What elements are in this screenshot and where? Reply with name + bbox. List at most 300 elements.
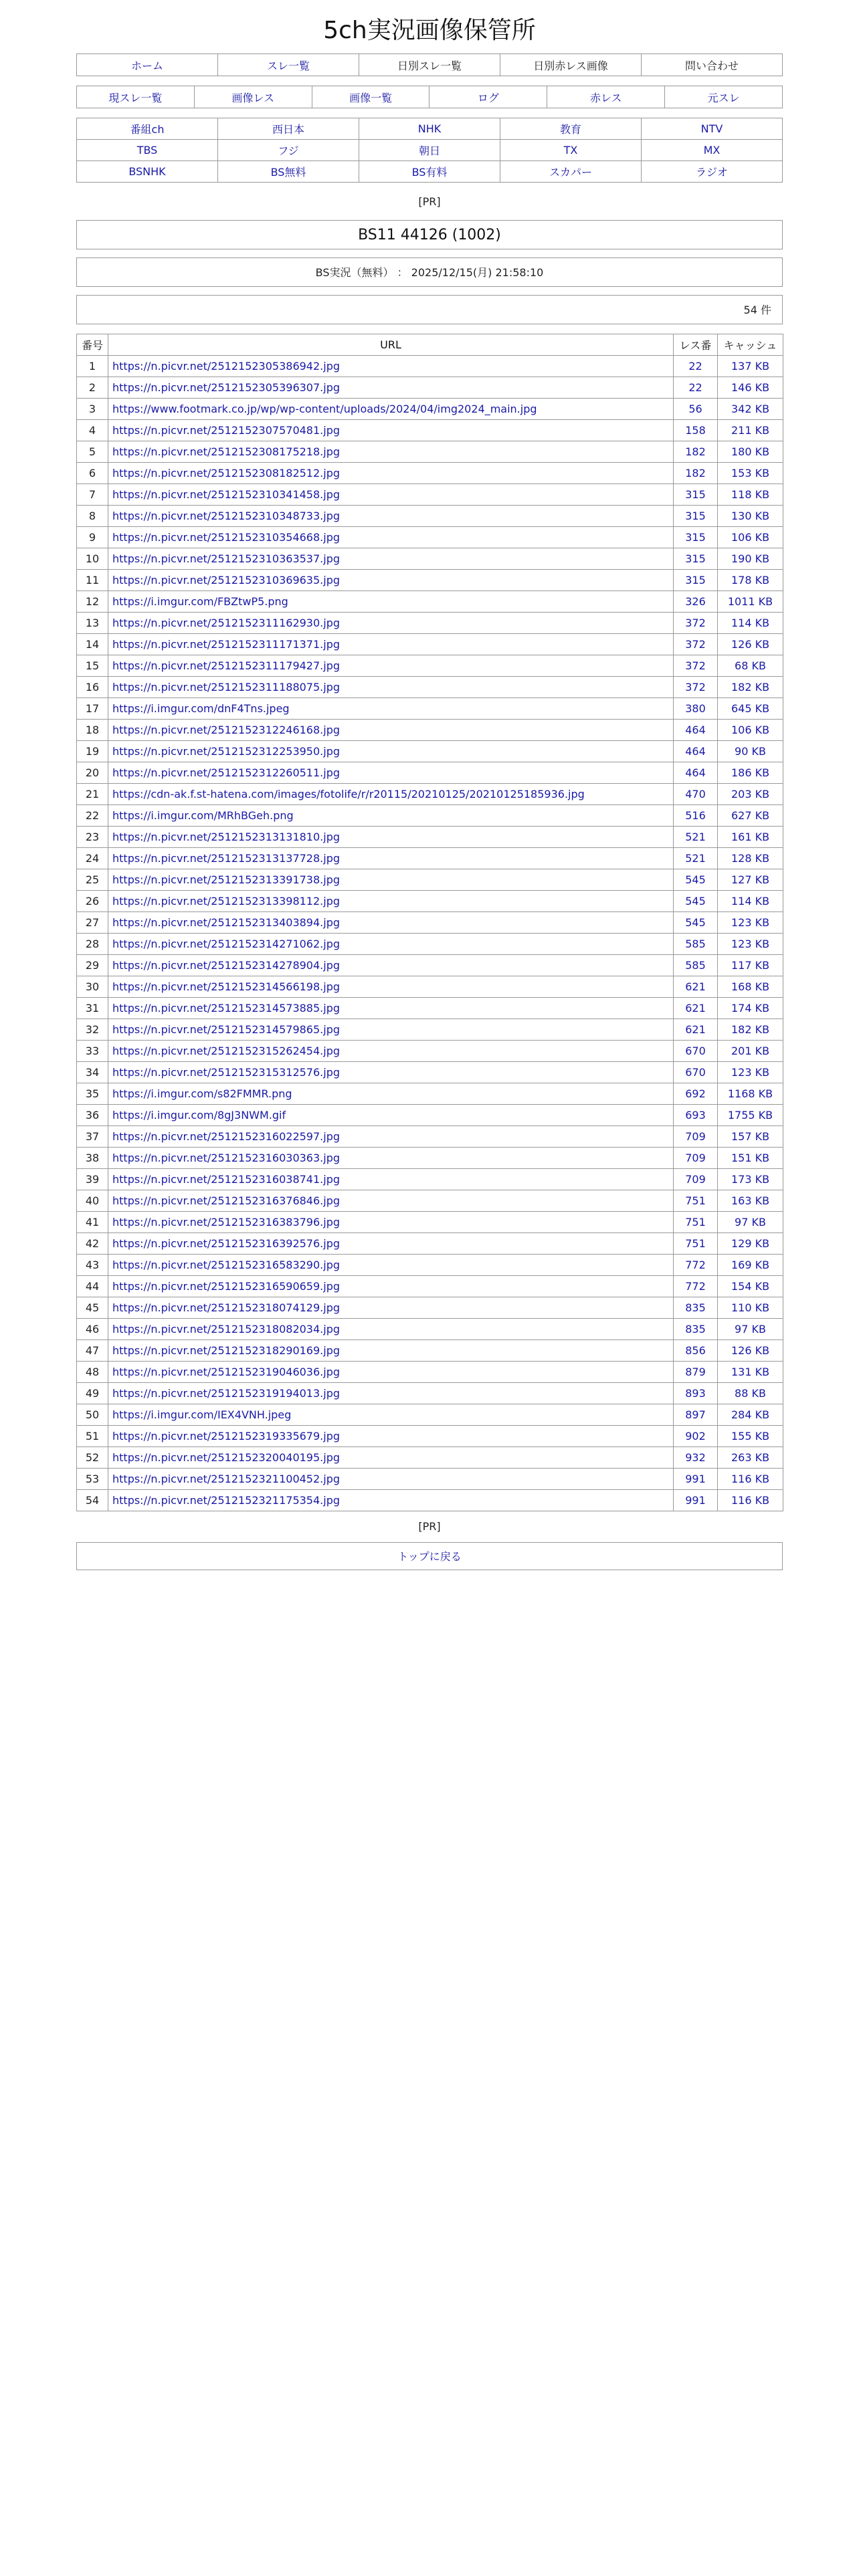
channel-link[interactable]: TX — [500, 140, 642, 161]
res-number-link[interactable]: 372 — [685, 681, 706, 693]
row-url-cell — [108, 912, 674, 934]
channel-link[interactable]: NHK — [359, 118, 500, 140]
row-url-cell — [108, 1383, 674, 1404]
image-url-link[interactable]: https://n.picvr.net/2512152311171371.jpg — [112, 638, 341, 651]
channel-link[interactable]: BS有料 — [359, 161, 500, 183]
image-url-link[interactable]: https://n.picvr.net/2512152312260511.jpg — [112, 766, 341, 779]
cache-size-link[interactable]: 168 KB — [731, 980, 770, 993]
res-number-link[interactable]: 670 — [685, 1066, 706, 1079]
row-number: 33 — [77, 1041, 108, 1062]
cache-size-link[interactable]: 126 KB — [731, 1344, 770, 1357]
row-number: 25 — [77, 869, 108, 891]
row-res-cell — [674, 741, 718, 762]
pr-label-top[interactable]: [PR] — [418, 195, 441, 208]
cache-size-link[interactable]: 130 KB — [731, 510, 770, 522]
image-url-link[interactable]: https://n.picvr.net/2512152313398112.jpg — [112, 895, 341, 907]
image-url-link[interactable]: https://n.picvr.net/2512152314278904.jpg — [112, 959, 341, 972]
cache-size-link[interactable]: 106 KB — [731, 724, 770, 736]
row-cache-cell — [718, 762, 783, 784]
res-number-link[interactable]: 621 — [685, 1002, 706, 1014]
cache-size-link[interactable]: 182 KB — [731, 681, 770, 693]
back-to-top-link[interactable]: トップに戻る — [397, 1550, 462, 1563]
row-number: 30 — [77, 976, 108, 998]
row-url-cell — [108, 655, 674, 677]
row-url-cell — [108, 1148, 674, 1169]
channel-link[interactable]: 朝日 — [359, 140, 500, 161]
image-url-link[interactable]: https://n.picvr.net/2512152313403894.jpg — [112, 916, 341, 929]
table-row — [77, 720, 783, 741]
image-url-link[interactable]: https://n.picvr.net/2512152319046036.jpg — [112, 1366, 341, 1378]
res-number-link[interactable]: 182 — [685, 445, 706, 458]
cache-size-link[interactable]: 116 KB — [731, 1494, 770, 1507]
image-url-link[interactable]: https://n.picvr.net/2512152316392576.jpg — [112, 1237, 341, 1250]
table-row — [77, 1276, 783, 1297]
res-number-link[interactable]: 372 — [685, 617, 706, 629]
table-row — [77, 1148, 783, 1169]
table-row — [77, 1233, 783, 1255]
cache-size-link[interactable]: 173 KB — [731, 1173, 770, 1186]
image-url-link[interactable]: https://n.picvr.net/2512152311188075.jpg — [112, 681, 341, 693]
res-number-link[interactable]: 897 — [685, 1408, 706, 1421]
image-url-link[interactable]: https://n.picvr.net/2512152311162930.jpg — [112, 617, 341, 629]
res-number-link[interactable]: 521 — [685, 852, 706, 865]
row-res-cell — [674, 1041, 718, 1062]
table-row — [77, 420, 783, 441]
row-cache-cell — [718, 741, 783, 762]
cache-size-link[interactable]: 118 KB — [731, 488, 770, 501]
res-number-link[interactable]: 709 — [685, 1152, 706, 1164]
row-number: 4 — [77, 420, 108, 441]
row-url-cell — [108, 634, 674, 655]
row-url-cell — [108, 1490, 674, 1511]
image-url-link[interactable]: https://n.picvr.net/2512152305396307.jpg — [112, 381, 341, 394]
main-nav-item[interactable]: 問い合わせ — [642, 54, 783, 76]
res-number-link[interactable]: 315 — [685, 531, 706, 544]
row-res-cell — [674, 805, 718, 827]
row-res-cell — [674, 827, 718, 848]
image-url-link[interactable]: https://i.imgur.com/8gJ3NWM.gif — [112, 1109, 286, 1121]
row-cache-cell — [718, 527, 783, 548]
channel-link[interactable]: フジ — [218, 140, 359, 161]
thread-nav-item[interactable]: 赤レス — [547, 86, 665, 108]
row-number: 36 — [77, 1105, 108, 1126]
row-url-cell — [108, 1404, 674, 1426]
thread-nav-item[interactable]: 画像一覧 — [312, 86, 430, 108]
image-url-link[interactable]: https://n.picvr.net/2512152308182512.jpg — [112, 467, 341, 479]
table-row — [77, 784, 783, 805]
res-number-link[interactable]: 326 — [685, 595, 706, 608]
row-res-cell — [674, 1233, 718, 1255]
res-number-link[interactable]: 372 — [685, 659, 706, 672]
main-nav-item[interactable]: ホーム — [77, 54, 218, 76]
cache-size-link[interactable]: 627 KB — [731, 809, 770, 822]
image-url-link[interactable]: https://n.picvr.net/2512152316590659.jpg — [112, 1280, 341, 1293]
channel-link[interactable]: BSNHK — [77, 161, 218, 183]
res-number-link[interactable]: 751 — [685, 1237, 706, 1250]
image-url-link[interactable]: https://i.imgur.com/s82FMMR.png — [112, 1087, 292, 1100]
row-url-cell — [108, 1469, 674, 1490]
image-url-link[interactable]: https://n.picvr.net/2512152312253950.jpg — [112, 745, 341, 758]
res-number-link[interactable]: 158 — [685, 424, 706, 437]
image-url-link[interactable]: https://cdn-ak.f.st-hatena.com/images/fotolife/r/r20115/20210125/20210125185936.jpg — [112, 788, 585, 800]
row-res-cell — [674, 1019, 718, 1041]
row-url-cell — [108, 1255, 674, 1276]
res-number-link[interactable]: 991 — [685, 1473, 706, 1485]
row-number: 9 — [77, 527, 108, 548]
image-url-link[interactable]: https://n.picvr.net/2512152316383796.jpg — [112, 1216, 341, 1228]
row-cache-cell — [718, 570, 783, 591]
res-number-link[interactable]: 751 — [685, 1216, 706, 1228]
cache-size-link[interactable]: 146 KB — [731, 381, 770, 394]
row-number: 7 — [77, 484, 108, 506]
image-url-link[interactable]: https://n.picvr.net/2512152318074129.jpg — [112, 1301, 341, 1314]
image-url-link[interactable]: https://n.picvr.net/2512152313131810.jpg — [112, 831, 341, 843]
row-url-cell — [108, 869, 674, 891]
row-url-cell — [108, 955, 674, 976]
row-res-cell — [674, 1126, 718, 1148]
row-cache-cell — [718, 1212, 783, 1233]
row-url-cell — [108, 1362, 674, 1383]
res-number-link[interactable]: 772 — [685, 1259, 706, 1271]
cache-size-link[interactable]: 182 KB — [731, 1023, 770, 1036]
row-cache-cell — [718, 1340, 783, 1362]
image-url-link[interactable]: https://n.picvr.net/2512152318290169.jpg — [112, 1344, 341, 1357]
res-number-link[interactable]: 545 — [685, 916, 706, 929]
row-number: 27 — [77, 912, 108, 934]
res-number-link[interactable]: 835 — [685, 1323, 706, 1335]
res-number-link[interactable]: 893 — [685, 1387, 706, 1400]
row-number: 31 — [77, 998, 108, 1019]
res-number-link[interactable]: 545 — [685, 895, 706, 907]
image-url-link[interactable]: https://i.imgur.com/MRhBGeh.png — [112, 809, 294, 822]
res-number-link[interactable]: 182 — [685, 467, 706, 479]
image-url-link[interactable]: https://n.picvr.net/2512152319335679.jpg — [112, 1430, 341, 1442]
channel-link[interactable]: BS無料 — [218, 161, 359, 183]
thread-nav-item[interactable]: 現スレ一覧 — [77, 86, 195, 108]
res-number-link[interactable]: 670 — [685, 1045, 706, 1057]
cache-size-link[interactable]: 129 KB — [731, 1237, 770, 1250]
table-row — [77, 762, 783, 784]
cache-size-link[interactable]: 153 KB — [731, 467, 770, 479]
row-cache-cell — [718, 869, 783, 891]
main-nav-item[interactable]: スレ一覧 — [218, 54, 359, 76]
image-url-link[interactable]: https://n.picvr.net/2512152310354668.jpg — [112, 531, 341, 544]
row-cache-cell — [718, 1019, 783, 1041]
res-number-link[interactable]: 902 — [685, 1430, 706, 1442]
row-number: 5 — [77, 441, 108, 463]
image-url-link[interactable]: https://n.picvr.net/2512152316376846.jpg — [112, 1194, 341, 1207]
image-url-link[interactable]: https://n.picvr.net/2512152320040195.jpg — [112, 1451, 341, 1464]
image-url-link[interactable]: https://n.picvr.net/2512152316038741.jpg — [112, 1173, 341, 1186]
image-url-link[interactable]: https://n.picvr.net/2512152316583290.jpg — [112, 1259, 341, 1271]
row-url-cell — [108, 848, 674, 869]
channel-link[interactable]: 西日本 — [218, 118, 359, 140]
image-url-link[interactable]: https://n.picvr.net/2512152313391738.jpg — [112, 873, 341, 886]
row-res-cell — [674, 634, 718, 655]
row-res-cell — [674, 548, 718, 570]
res-number-link[interactable]: 709 — [685, 1173, 706, 1186]
res-number-link[interactable]: 22 — [688, 360, 702, 372]
row-number: 42 — [77, 1233, 108, 1255]
res-number-link[interactable]: 585 — [685, 959, 706, 972]
image-count: 54 件 — [76, 295, 783, 324]
res-number-link[interactable]: 856 — [685, 1344, 706, 1357]
row-res-cell — [674, 591, 718, 613]
thread-nav-item[interactable]: 画像レス — [194, 86, 312, 108]
main-nav-item[interactable]: 日別スレ一覧 — [359, 54, 500, 76]
image-url-link[interactable]: https://n.picvr.net/2512152314271062.jpg — [112, 938, 341, 950]
image-url-link[interactable]: https://n.picvr.net/2512152315312576.jpg — [112, 1066, 341, 1079]
image-url-link[interactable]: https://n.picvr.net/2512152310369635.jpg — [112, 574, 341, 586]
row-number: 37 — [77, 1126, 108, 1148]
res-number-link[interactable]: 516 — [685, 809, 706, 822]
cache-size-link[interactable]: 114 KB — [731, 895, 770, 907]
res-number-link[interactable]: 585 — [685, 938, 706, 950]
res-number-link[interactable]: 372 — [685, 638, 706, 651]
cache-size-link[interactable]: 1755 KB — [727, 1109, 773, 1121]
image-url-link[interactable]: https://n.picvr.net/2512152314579865.jpg — [112, 1023, 341, 1036]
cache-size-link[interactable]: 263 KB — [731, 1451, 770, 1464]
row-url-cell — [108, 1190, 674, 1212]
image-url-link[interactable]: https://n.picvr.net/2512152315262454.jpg — [112, 1045, 341, 1057]
cache-size-link[interactable]: 123 KB — [731, 916, 770, 929]
row-number: 26 — [77, 891, 108, 912]
row-res-cell — [674, 420, 718, 441]
row-cache-cell — [718, 955, 783, 976]
row-cache-cell — [718, 1490, 783, 1511]
cache-size-link[interactable]: 169 KB — [731, 1259, 770, 1271]
row-url-cell — [108, 484, 674, 506]
res-number-link[interactable]: 470 — [685, 788, 706, 800]
cache-size-link[interactable]: 114 KB — [731, 617, 770, 629]
channel-link[interactable]: 教育 — [500, 118, 642, 140]
image-url-link[interactable]: https://i.imgur.com/dnF4Tns.jpeg — [112, 702, 290, 715]
row-number: 20 — [77, 762, 108, 784]
row-number: 11 — [77, 570, 108, 591]
image-url-link[interactable]: https://n.picvr.net/2512152311179427.jpg — [112, 659, 341, 672]
row-res-cell — [674, 1148, 718, 1169]
cache-size-link[interactable]: 645 KB — [731, 702, 770, 715]
row-number: 24 — [77, 848, 108, 869]
image-url-link[interactable]: https://n.picvr.net/2512152314573885.jpg — [112, 1002, 341, 1014]
cache-size-link[interactable]: 1011 KB — [727, 595, 773, 608]
res-number-link[interactable]: 879 — [685, 1366, 706, 1378]
res-number-link[interactable]: 751 — [685, 1194, 706, 1207]
table-row — [77, 1041, 783, 1062]
res-number-link[interactable]: 521 — [685, 831, 706, 843]
main-nav-item[interactable]: 日別赤レス画像 — [500, 54, 642, 76]
channel-link[interactable]: TBS — [77, 140, 218, 161]
cache-size-link[interactable]: 190 KB — [731, 552, 770, 565]
cache-size-link[interactable]: 180 KB — [731, 445, 770, 458]
row-number: 53 — [77, 1469, 108, 1490]
res-number-link[interactable]: 380 — [685, 702, 706, 715]
cache-size-link[interactable]: 123 KB — [731, 938, 770, 950]
row-res-cell — [674, 1383, 718, 1404]
cache-size-link[interactable]: 1168 KB — [727, 1087, 773, 1100]
res-number-link[interactable]: 692 — [685, 1087, 706, 1100]
cache-size-link[interactable]: 131 KB — [731, 1366, 770, 1378]
row-url-cell — [108, 420, 674, 441]
table-row — [77, 912, 783, 934]
res-number-link[interactable]: 464 — [685, 724, 706, 736]
image-url-link[interactable]: https://n.picvr.net/2512152307570481.jpg — [112, 424, 341, 437]
cache-size-link[interactable]: 178 KB — [731, 574, 770, 586]
row-cache-cell — [718, 1126, 783, 1148]
table-row — [77, 998, 783, 1019]
row-res-cell — [674, 1362, 718, 1383]
cache-size-link[interactable]: 123 KB — [731, 1066, 770, 1079]
row-number: 2 — [77, 377, 108, 399]
page-container — [76, 0, 783, 1570]
cache-size-link[interactable]: 137 KB — [731, 360, 770, 372]
res-number-link[interactable]: 545 — [685, 873, 706, 886]
table-row — [77, 1426, 783, 1447]
image-url-link[interactable]: https://n.picvr.net/2512152305386942.jpg — [112, 360, 341, 372]
res-number-link[interactable]: 991 — [685, 1494, 706, 1507]
row-cache-cell — [718, 677, 783, 698]
image-url-link[interactable]: https://n.picvr.net/2512152316022597.jpg — [112, 1130, 341, 1143]
table-row — [77, 1212, 783, 1233]
table-row — [77, 356, 783, 377]
table-row — [77, 613, 783, 634]
row-res-cell — [674, 848, 718, 869]
cache-size-link[interactable]: 203 KB — [731, 788, 770, 800]
row-res-cell — [674, 377, 718, 399]
image-url-link[interactable]: https://i.imgur.com/FBZtwP5.png — [112, 595, 288, 608]
res-number-link[interactable]: 772 — [685, 1280, 706, 1293]
cache-size-link[interactable]: 151 KB — [731, 1152, 770, 1164]
res-number-link[interactable]: 464 — [685, 766, 706, 779]
row-url-cell — [108, 698, 674, 720]
image-url-link[interactable]: https://n.picvr.net/2512152310341458.jpg — [112, 488, 341, 501]
res-number-link[interactable]: 22 — [688, 381, 702, 394]
row-res-cell — [674, 527, 718, 548]
cache-size-link[interactable]: 128 KB — [731, 852, 770, 865]
cache-size-link[interactable]: 155 KB — [731, 1430, 770, 1442]
channel-link[interactable]: MX — [642, 140, 783, 161]
row-number: 41 — [77, 1212, 108, 1233]
cache-size-link[interactable]: 88 KB — [735, 1387, 766, 1400]
row-cache-cell — [718, 848, 783, 869]
cache-size-link[interactable]: 154 KB — [731, 1280, 770, 1293]
channel-nav — [76, 118, 783, 183]
cache-size-link[interactable]: 157 KB — [731, 1130, 770, 1143]
image-url-link[interactable]: https://n.picvr.net/2512152312246168.jpg — [112, 724, 341, 736]
cache-size-link[interactable]: 163 KB — [731, 1194, 770, 1207]
row-number: 18 — [77, 720, 108, 741]
res-number-link[interactable]: 621 — [685, 980, 706, 993]
res-number-link[interactable]: 56 — [688, 403, 702, 415]
cache-size-link[interactable]: 342 KB — [731, 403, 770, 415]
cache-size-link[interactable]: 126 KB — [731, 638, 770, 651]
thread-nav-item[interactable]: 元スレ — [665, 86, 783, 108]
image-url-link[interactable]: https://www.footmark.co.jp/wp/wp-content/uploads/2024/04/img2024_main.jpg — [112, 403, 537, 415]
row-res-cell — [674, 1169, 718, 1190]
image-url-link[interactable]: https://n.picvr.net/2512152319194013.jpg — [112, 1387, 341, 1400]
row-url-cell — [108, 827, 674, 848]
row-url-cell — [108, 1447, 674, 1469]
row-number: 16 — [77, 677, 108, 698]
row-number: 44 — [77, 1276, 108, 1297]
cache-size-link[interactable]: 97 KB — [735, 1216, 766, 1228]
image-url-link[interactable]: https://n.picvr.net/2512152316030363.jpg — [112, 1152, 341, 1164]
res-number-link[interactable]: 709 — [685, 1130, 706, 1143]
res-number-link[interactable]: 315 — [685, 488, 706, 501]
row-cache-cell — [718, 506, 783, 527]
cache-size-link[interactable]: 186 KB — [731, 766, 770, 779]
cache-size-link[interactable]: 68 KB — [735, 659, 766, 672]
cache-size-link[interactable]: 97 KB — [735, 1323, 766, 1335]
row-cache-cell — [718, 356, 783, 377]
row-number: 23 — [77, 827, 108, 848]
cache-size-link[interactable]: 127 KB — [731, 873, 770, 886]
image-url-link[interactable]: https://n.picvr.net/2512152308175218.jpg — [112, 445, 341, 458]
cache-size-link[interactable]: 116 KB — [731, 1473, 770, 1485]
row-url-cell — [108, 1319, 674, 1340]
cache-size-link[interactable]: 90 KB — [735, 745, 766, 758]
res-number-link[interactable]: 315 — [685, 552, 706, 565]
back-to-top-box — [76, 1542, 783, 1570]
res-number-link[interactable]: 315 — [685, 574, 706, 586]
pr-label-bottom[interactable]: [PR] — [418, 1520, 441, 1533]
res-number-link[interactable]: 464 — [685, 745, 706, 758]
row-cache-cell — [718, 720, 783, 741]
cache-size-link[interactable]: 174 KB — [731, 1002, 770, 1014]
row-res-cell — [674, 506, 718, 527]
cache-size-link[interactable]: 117 KB — [731, 959, 770, 972]
cache-size-link[interactable]: 201 KB — [731, 1045, 770, 1057]
row-cache-cell — [718, 591, 783, 613]
cache-size-link[interactable]: 161 KB — [731, 831, 770, 843]
row-cache-cell — [718, 1041, 783, 1062]
channel-link[interactable]: 番組ch — [77, 118, 218, 140]
image-url-link[interactable]: https://n.picvr.net/2512152314566198.jpg — [112, 980, 341, 993]
cache-size-link[interactable]: 110 KB — [731, 1301, 770, 1314]
row-res-cell — [674, 1319, 718, 1340]
cache-size-link[interactable]: 284 KB — [731, 1408, 770, 1421]
image-url-link[interactable]: https://i.imgur.com/IEX4VNH.jpeg — [112, 1408, 292, 1421]
thread-nav-item[interactable]: ログ — [430, 86, 547, 108]
row-res-cell — [674, 998, 718, 1019]
channel-link[interactable]: NTV — [642, 118, 783, 140]
row-cache-cell — [718, 441, 783, 463]
main-nav — [76, 53, 783, 76]
res-number-link[interactable]: 932 — [685, 1451, 706, 1464]
table-row — [77, 891, 783, 912]
res-number-link[interactable]: 315 — [685, 510, 706, 522]
row-cache-cell — [718, 784, 783, 805]
res-number-link[interactable]: 693 — [685, 1109, 706, 1121]
image-url-link[interactable]: https://n.picvr.net/2512152321175354.jpg — [112, 1494, 341, 1507]
image-url-link[interactable]: https://n.picvr.net/2512152313137728.jpg — [112, 852, 341, 865]
row-number: 50 — [77, 1404, 108, 1426]
res-number-link[interactable]: 621 — [685, 1023, 706, 1036]
cache-size-link[interactable]: 106 KB — [731, 531, 770, 544]
image-url-link[interactable]: https://n.picvr.net/2512152321100452.jpg — [112, 1473, 341, 1485]
image-url-link[interactable]: https://n.picvr.net/2512152318082034.jpg — [112, 1323, 341, 1335]
channel-link[interactable]: ラジオ — [642, 161, 783, 183]
image-url-link[interactable]: https://n.picvr.net/2512152310348733.jpg — [112, 510, 341, 522]
res-number-link[interactable]: 835 — [685, 1301, 706, 1314]
cache-size-link[interactable]: 211 KB — [731, 424, 770, 437]
table-row — [77, 570, 783, 591]
row-cache-cell — [718, 805, 783, 827]
image-url-link[interactable]: https://n.picvr.net/2512152310363537.jpg — [112, 552, 341, 565]
row-url-cell — [108, 1233, 674, 1255]
channel-link[interactable]: スカパー — [500, 161, 642, 183]
row-cache-cell — [718, 891, 783, 912]
